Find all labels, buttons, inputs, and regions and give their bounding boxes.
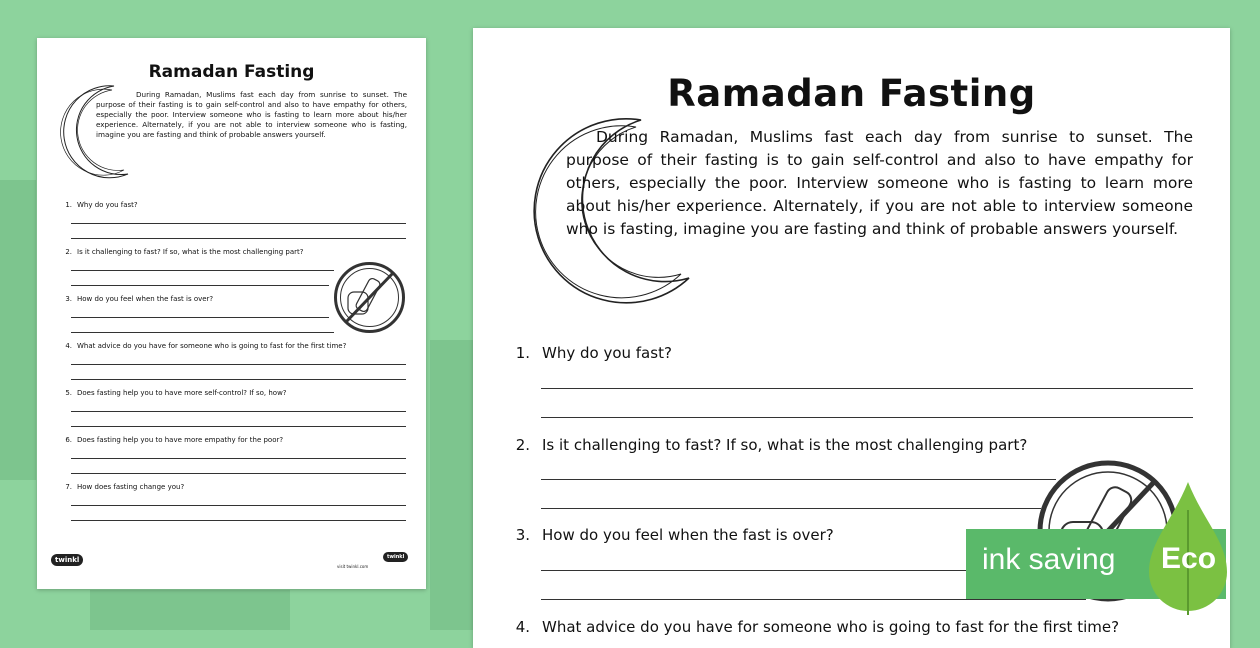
- answer-line[interactable]: [71, 270, 334, 271]
- answer-line[interactable]: [71, 411, 406, 412]
- answer-line[interactable]: [71, 332, 334, 333]
- answer-line[interactable]: [71, 364, 406, 365]
- background-silhouette-left: [0, 180, 36, 480]
- page-title: Ramadan Fasting: [667, 72, 1036, 115]
- answer-line[interactable]: [71, 505, 406, 506]
- answer-line[interactable]: [541, 388, 1193, 389]
- answer-line[interactable]: [71, 379, 406, 380]
- intro-paragraph: During Ramadan, Muslims fast each day from sunrise to sunset. The purpose of their fasting is to gain self-control and also to have empathy for others, especially the poor. Interview someone who is fasting to learn more about his/her experience. Alternately, if you are not able to interview someone who is fasting, imagine you are fasting and think of probable answers yourself.: [96, 90, 407, 139]
- answer-line[interactable]: [541, 417, 1193, 418]
- answer-line[interactable]: [541, 479, 1056, 480]
- twinkl-logo: twinkl: [51, 554, 83, 566]
- question-3: 3. How do you feel when the fast is over?: [515, 526, 834, 544]
- background-silhouette-tower: [430, 340, 473, 630]
- answer-line[interactable]: [71, 473, 406, 474]
- question-1: 1. Why do you fast?: [515, 344, 672, 362]
- footer-url: visit twinkl.com: [337, 564, 369, 569]
- question-6: 6. Does fasting help you to have more empathy for the poor?: [65, 436, 284, 444]
- page-title: Ramadan Fasting: [148, 62, 315, 82]
- question-5: 5. Does fasting help you to have more self-control? If so, how?: [65, 389, 287, 397]
- question-7: 7. How does fasting change you?: [65, 483, 185, 491]
- question-4: 4. What advice do you have for someone who is going to fast for the first time?: [515, 618, 1120, 636]
- answer-line[interactable]: [541, 599, 1086, 600]
- answer-line[interactable]: [71, 238, 406, 239]
- no-food-drink-icon: [332, 260, 407, 335]
- background-silhouette-bottom: [90, 590, 290, 630]
- answer-line[interactable]: [541, 508, 1041, 509]
- answer-line[interactable]: [71, 317, 329, 318]
- answer-line[interactable]: [71, 285, 329, 286]
- intro-paragraph: During Ramadan, Muslims fast each day from sunrise to sunset. The purpose of their fasting is to gain self-control and also to have empathy for others, especially the poor. Interview someone who is fasting to learn more about his/her experience. Alternately, if you are not able to interview someone who is fasting, imagine you are fasting and think of probable answers yourself.: [566, 128, 1193, 238]
- ink-saving-label: ink saving: [982, 543, 1116, 576]
- question-1: 1. Why do you fast?: [65, 201, 138, 209]
- answer-line[interactable]: [71, 520, 406, 521]
- twinkl-badge: twinkl: [383, 552, 408, 562]
- question-4: 4. What advice do you have for someone who is going to fast for the first time?: [65, 342, 347, 350]
- question-2: 2. Is it challenging to fast? If so, what is the most challenging part?: [515, 436, 1028, 454]
- eco-label: Eco: [1161, 542, 1217, 575]
- answer-line[interactable]: [71, 223, 406, 224]
- question-3: 3. How do you feel when the fast is over?: [65, 295, 214, 303]
- answer-line[interactable]: [71, 426, 406, 427]
- question-2: 2. Is it challenging to fast? If so, what is the most challenging part?: [65, 248, 304, 256]
- answer-line[interactable]: [71, 458, 406, 459]
- worksheet-preview-small: [37, 38, 426, 589]
